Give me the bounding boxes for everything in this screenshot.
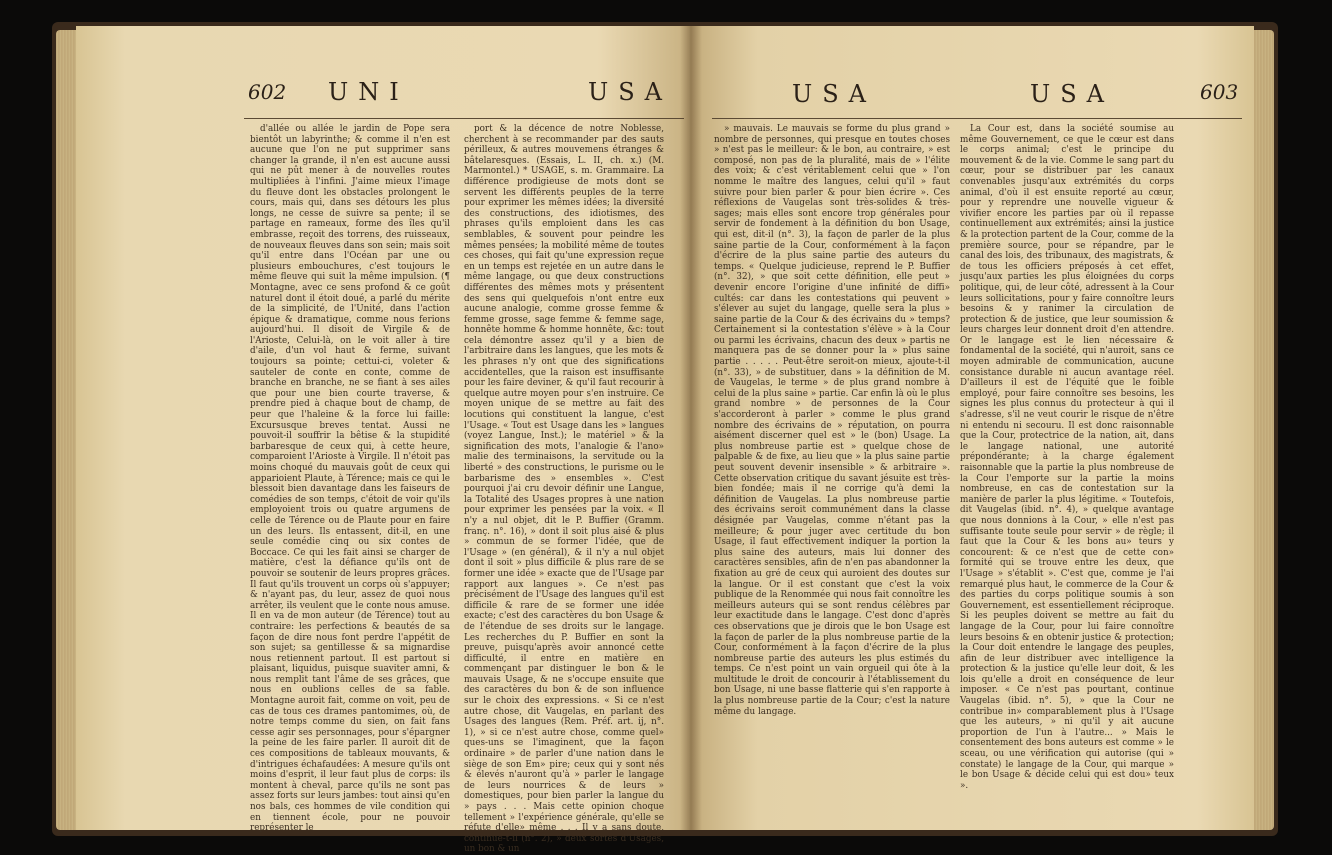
left-column-2 — [464, 124, 664, 855]
left-col2-text: port & la décence de notre Noblesse, cherchent à se recommander par des sauts périlleux, & autres mouvemens étranges & bâtelaresques. (Essais, L. II, ch. x.) (M. Marmontel.) * USAGE, s. m. Grammaire. La différence prodigieuse de mots dont se servent les différents peuples de la terre pour exprimer les mêmes idées; la diversité des constructions, des idiotismes, des phrases qu'ils emploient dans les cas semblables, & souvent pour peindre les mêmes pensées; la mobilité même de toutes ces choses, qui fait qu'une expression reçue en un temps est rejetée en un autre dans le même langage, ou que deux constructions différentes des mêmes mots y présentent des sens qui quelquefois n'ont entre eux aucune analogie, comme grosse femme & femme grosse, sage femme & femme sage, honnête homme & homme honnête, &c: tout cela démontre assez qu'il y a bien de l'arbitraire dans les langues, que les mots & les phrases n'y ont que des significations accidentelles, que la raison est insuffisante pour les faire deviner, & qu'il faut recourir à quelque autre moyen pour s'en instruire. Ce moyen unique de se mettre au fait des locutions qui constituent la langue, c'est l'Usage. « Tout est Usage dans les » langues (voyez Langue, Inst.); le matériel » & la signification des mots, l'analogie & l'ano» malie des terminaisons, la servitude ou la liberté » des constructions, le purisme ou le barbarisme des » ensembles ». C'est pourquoi j'ai cru devoir définir une Langue, la Totalité des Usages propres à une nation pour exprimer les pensées par la voix. « Il n'y a nul objet, dit le P. Buffier (Gramm. franç. n°. 16), » dont il soit plus aisé & plus » commun de se former l'idée, que de l'Usage » (en général), & il n'y a nul objet dont il soit » plus difficile & plus rare de se former une idée » exacte que de l'Usage par rapport aux langues ». Ce n'est pas précisément de l'Usage des langues qu'il est difficile & rare de se former une idée exacte; c'est des caractères du bon Usage & de l'étendue de ses droits sur le langage. Les recherches du P. Buffier en sont la preuve, puisqu'après avoir annoncé cette difficulté, il entre en matière en commençant par distinguer le bon & le mauvais Usage, & ne s'occupe ensuite que des caractères du bon & de son influence sur le choix des expressions. « Si ce n'est autre chose, dit Vaugelas, en parlant des Usages des langues (Rem. Préf. art. ij, n°. 1), » si ce n'est autre chose, comme quel» ques-uns se l'imaginent, que la façon ordinaire » de parler d'une nation dans le siège de son Em» pire; ceux qui y sont nés & élevés n'auront qu'à » parler le langage de leurs nourrices & de leurs » domestiques, pour bien parler la langue du » pays . . . Mais cette opinion choque tellement » l'expérience générale, qu'elle se réfute d'elle» même . . . Il y a sans doute, continue-t-il (n°. 2), » deux sortes d'Usages, un bon & un — [464, 124, 664, 855]
left-page — [76, 26, 690, 855]
right-column-1 — [714, 124, 950, 784]
right-page — [690, 26, 1254, 830]
right-header-word-2: USA — [1030, 80, 1114, 108]
left-col1-text: d'allée ou allée le jardin de Pope sera bientôt un labyrinthe; & comme il n'en est aucune que l'on ne put supprimer sans changer la grande, il n'en est aucune aussi qui ne pût mener à de nouvelles routes multipliées à l'infini. J'aime mieux l'image du fleuve dont les obstacles prolongent le cours, mais qui, dans ses détours les plus longs, ne cesse de suivre sa pente; il se partage en rameaux, forme des îles qu'il embrasse, reçoit des torrens, des ruisseaux, de nouveaux fleuves dans son sein; mais soit qu'il entre dans l'Océan par une ou plusieurs embouchures, c'est toujours le même fleuve qui suit la même impulsion. (¶ Montagne, avec ce sens profond & ce goût naturel dont il étoit doué, a parlé du mérite de la simplicité, de l'Unité, dans l'action épique & dramatique, comme nous ferions aujourd'hui. Il disoit de Virgile & de l'Arioste, Celui-là, on le voit aller à tire d'aile, d'un vol haut & ferme, suivant toujours sa pointe; cettui-ci, voleter & sauteler de conte en conte, comme de branche en branche, ne se fiant à ses ailes que pour une bien courte traverse, & prendre pied à chaque bout de champ, de peur que l'haleine & la force lui faille: Excursusque breves tentat. Aussi ne pouvoit-il souffrir la bêtise & la stupidité barbaresque de ceux qui, à cette heure, comparoient l'Arioste à Virgile. Il n'étoit pas moins choqué du mauvais goût de ceux qui apparioient Plaute, à Térence; mais ce qui le blessoit bien davantage dans les faiseurs de comédies de son temps, c'étoit de voir qu'ils employoient trois ou quatre argumens de celle de Térence ou de Plaute pour en faire un des leurs. Ils entassent, dit-il, en une seule comédie cinq ou six contes de Boccace. Ce qui les fait ainsi se charger de matière, c'est la défiance qu'ils ont de pouvoir se soutenir de leurs propres grâces. Il faut qu'ils trouvent un corps où s'appuyer; & n'ayant pas, du leur, assez de quoi nous arrêter, ils veulent que le conte nous amuse. Il en va de mon auteur (de Térence) tout au contraire: les perfections & beautés de sa façon de dire nous font perdre l'appétit de son sujet; sa gentillesse & sa mignardise nous retiennent partout. Il est partout si plaisant, liquidus, puisque suaviter amni, & nous remplit tant l'âme de ses grâces, que nous en oublions celles de sa fable. Montagne auroit fait, comme on voit, peu de cas de tous ces drames pantomimes, où, de notre temps comme du sien, on fait fans cesse agir ses personnages, pour s'épargner la peine de les faire parler. Il auroit dit de ces compositions de tableaux mouvants, & d'intrigues échafaudées: A mesure qu'ils ont moins d'esprit, il leur faut plus de corps: ils montent à cheval, parce qu'ils ne sont pas assez forts sur leurs jambes: tout ainsi qu'en nos bals, ces hommes de vile condition qui en tiennent école, pour ne pouvoir représenter le — [250, 124, 450, 834]
right-header-word-1: USA — [792, 80, 876, 108]
book-gutter — [680, 26, 702, 830]
left-header-word-2: USA — [588, 78, 672, 106]
right-col1-text: » mauvais. Le mauvais se forme du plus grand » nombre de personnes, qui presque en toutes choses » n'est pas le meilleur: & le bon, au contraire, » est composé, non pas de la pluralité, mais de » l'élite des voix; & c'est véritablement celui que » l'on nomme le maître des langues, celui qu'il » faut suivre pour bien parler & pour bien écrire ». Ces réflexions de Vaugelas sont très-solides & très-sages; mais elles sont encore trop générales pour servir de fondement à la définition du bon Usage, qui est, dit-il (n°. 3), la façon de parler de la plus saine partie de la Cour, conformément à la façon d'écrire de la plus saine partie des auteurs du temps. « Quelque judicieuse, reprend le P. Buffier (n°. 32), » que soit cette définition, elle peut » devenir encore l'origine d'une infinité de diffi» cultés: car dans les contestations qui peuvent » s'élever au sujet du langage, quelle sera la plus » saine partie de la Cour & des écrivains du » temps? Certainement si la contestation s'élève » à la Cour ou parmi les écrivains, chacun des deux » partis ne manquera pas de se donner pour la » plus saine partie . . . . . Peut-être seroit-on mieux, ajoute-t-il (n°. 33), » de substituer, dans » la définition de M. de Vaugelas, le terme » de plus grand nombre à celui de la plus saine » partie. Car enfin là où le plus grand nombre » de personnes de la Cour s'accorderont à parler » comme le plus grand nombre des écrivains de » réputation, on pourra aisément discerner quel est » le (bon) Usage. La plus nombreuse partie est » quelque chose de palpable & de fixe, au lieu que » la plus saine partie peut souvent devenir insensible » & arbitraire ». Cette observation critique du savant jésuite est très-bien fondée; mais il ne corrige qu'à demi la définition de Vaugelas. La plus nombreuse partie des écrivains seroit communément dans la classe désignée par Vaugelas, comme n'étant pas la meilleure; & pour juger avec certitude du bon Usage, il faut effectivement indiquer la portion la plus saine des auteurs, mais lui donner des caractères sensibles, afin de n'en pas abandonner la fixation au gré de ceux qui auroient des doutes sur la langue. Or il est constant que c'est la voix publique de la Renommée qui nous fait connoître les meilleurs auteurs qui se sont rendus célèbres par leur exactitude dans le langage. C'est donc d'après ces observations que je dirois que le bon Usage est la façon de parler de la plus nombreuse partie de la Cour, conformément à la façon d'écrire de la plus nombreuse partie des auteurs les plus estimés du temps. Ce n'est point un vain orgueil qui ôte à la multitude le droit de concourir à l'établissement du bon Usage, ni une basse flatterie qui s'en rapporte à la plus nombreuse partie de la Cour; c'est la nature même du langage. — [714, 124, 950, 717]
right-page-header — [690, 76, 1254, 120]
page-edges-left — [56, 30, 78, 830]
right-page-number: 603 — [1200, 80, 1239, 104]
page-edges-right — [1252, 30, 1274, 830]
left-header-word-1: UNI — [328, 78, 409, 106]
right-header-rule — [712, 118, 1242, 119]
left-header-rule — [244, 118, 684, 119]
left-page-number: 602 — [248, 80, 287, 104]
right-column-2 — [960, 124, 1174, 791]
left-page-header — [76, 76, 690, 120]
right-col2-text: La Cour est, dans la société soumise au même Gouvernement, ce que le cœur est dans le corps animal; c'est le principe du mouvement & de la vie. Comme le sang part du cœur, pour se distribuer par les canaux convenables jusqu'aux extrémités du corps animal, d'où il est ensuite reporté au cœur, pour y reprendre une nouvelle vigueur & vivifier encore les parties par où il repasse continuellement aux extrémités; ainsi la justice & la protection partent de la Cour, comme de la première source, pour se répandre, par le canal des lois, des tribunaux, des magistrats, & de tous les officiers préposés à cet effet, jusqu'aux parties les plus éloignées du corps politique, qui, de leur côté, adressent à la Cour leurs sollicitations, pour y faire connoître leurs besoins & y ranimer la circulation de protection & de justice, que leur soumission & leurs charges leur donnent droit d'en attendre. Or le langage est le lien nécessaire & fondamental de la société, qui n'auroit, sans ce moyen admirable de communication, aucune consistance durable ni aucun avantage réel. D'ailleurs il est de l'équité que le foible employé, pour faire connoître ses besoins, les signes les plus connus du protecteur à qui il s'adresse, s'il ne veut courir le risque de n'être ni entendu ni secouru. Il est donc raisonnable que la Cour, protectrice de la nation, ait, dans le langage national, une autorité prépondérante; à la charge également raisonnable que la partie la plus nombreuse de la Cour l'emporte sur la partie la moins nombreuse, en cas de contestation sur la manière de parler la plus légitime. « Toutefois, dit Vaugelas (ibid. n°. 4), » quelque avantage que nous donnions à la Cour, » elle n'est pas suffisante toute seule pour servir » de règle; il faut que la Cour & les bons au» teurs y concourent: & ce n'est que de cette con» formité qui se trouve entre les deux, que l'Usage » s'établit ». C'est que, comme je l'ai remarqué plus haut, le commerce de la Cour & des parties du corps politique soumis à son Gouvernement, est essentiellement réciproque. Si les peuples doivent se mettre au fait du langage de la Cour, pour lui faire connoître leurs besoins & en obtenir justice & protection; la Cour doit entendre le langage des peuples, afin de leur distribuer avec intelligence la protection & la justice qu'elle leur doit, & les lois qu'elle a droit en conséquence de leur imposer. « Ce n'est pas pourtant, continue Vaugelas (ibid. n°. 5), » que la Cour ne contribue in» comparablement plus à l'Usage que les auteurs, » ni qu'il y ait aucune proportion de l'un à l'autre... » Mais le consentement des bons auteurs est comme » le sceau, ou une vérification qui autorise (qui » constate) le langage de la Cour, qui marque » le bon Usage & décide celui qui est dou» teux ». — [960, 124, 1174, 791]
left-column-1 — [250, 124, 450, 834]
